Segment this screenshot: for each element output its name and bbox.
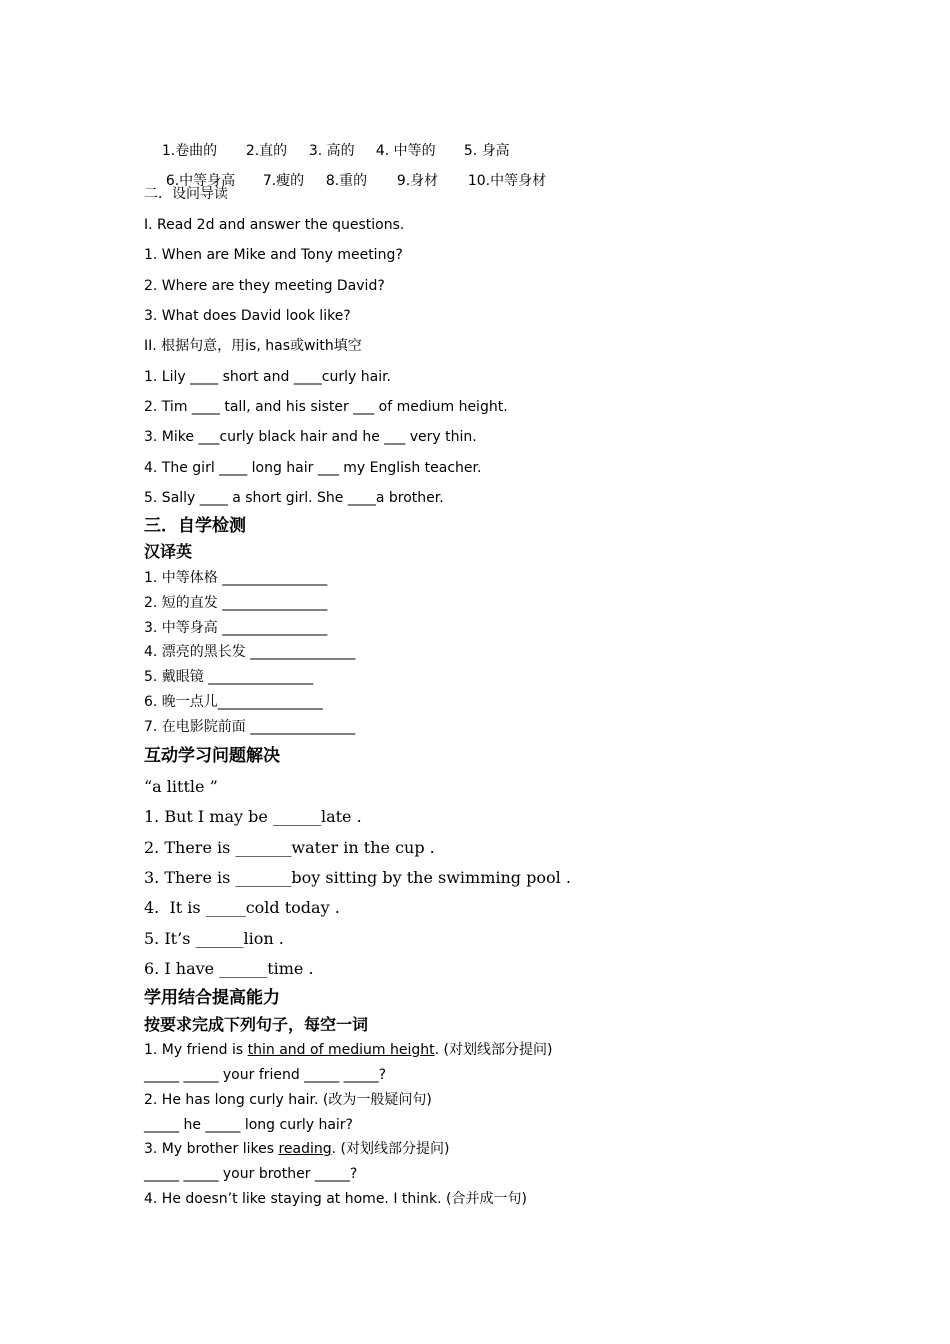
vocab-item: 7.瘦的 — [262, 173, 305, 189]
vocab-item: 10.中等身材 — [467, 173, 547, 189]
section-2-heading: 二．设问导读 — [144, 186, 228, 202]
rewrite-question: 4. He doesn’t like staying at home. I think. (合并成一句) — [144, 1191, 527, 1207]
question-text: 3. My brother likes — [144, 1141, 279, 1157]
question-text: 1. My friend is — [144, 1042, 248, 1058]
answer-blanks: _____ he _____ long curly hair? — [144, 1117, 353, 1133]
question: 2. Tim ____ tall, and his sister ___ of medium height. — [144, 399, 508, 415]
section-3-heading: 三．自学检测 — [144, 516, 246, 536]
underlined-phrase: reading — [278, 1141, 332, 1157]
vocab-item: 9.身材 — [396, 173, 439, 189]
part-1-title: I. Read 2d and answer the questions. — [144, 217, 405, 233]
fill-blank-item: 2. There is _______water in the cup . — [144, 838, 435, 857]
question: 4. The girl ____ long hair ___ my English teacher. — [144, 460, 482, 476]
translation-item: 6. 晚一点儿_______________ — [144, 694, 323, 710]
rewrite-question — [144, 1041, 552, 1059]
interactive-subtitle: “a little ” — [144, 777, 218, 796]
fill-blank-item: 4. It is _____cold today . — [144, 898, 340, 917]
translation-item: 4. 漂亮的黑长发 _______________ — [144, 644, 356, 660]
answer-blanks: _____ _____ your brother _____? — [144, 1166, 358, 1182]
question: 1. When are Mike and Tony meeting? — [144, 247, 403, 263]
rewrite-question — [144, 1140, 449, 1158]
vocab-item: 3. 高的 — [308, 143, 355, 159]
translation-item: 7. 在电影院前面 _______________ — [144, 719, 356, 735]
translation-item: 2. 短的直发 _______________ — [144, 595, 328, 611]
question: 3. Mike ___curly black hair and he ___ very thin. — [144, 429, 477, 445]
question: 3. What does David look like? — [144, 308, 351, 324]
vocab-item: 8.重的 — [325, 173, 368, 189]
interactive-heading: 互动学习问题解决 — [144, 746, 280, 766]
fill-blank-item: 6. I have ______time . — [144, 959, 314, 978]
vocab-item: 4. 中等的 — [375, 143, 436, 159]
vocab-item: 1.卷曲的 — [161, 143, 218, 159]
fill-blank-item: 1. But I may be ______late . — [144, 807, 362, 826]
question-instruction: . (对划线部分提问) — [434, 1042, 553, 1058]
question-instruction: . (对划线部分提问) — [331, 1141, 450, 1157]
vocab-item: 2.直的 — [245, 143, 288, 159]
fill-blank-item: 5. It’s ______lion . — [144, 929, 284, 948]
question: 2. Where are they meeting David? — [144, 278, 385, 294]
question: 1. Lily ____ short and ____curly hair. — [144, 369, 392, 385]
apply-heading: 学用结合提高能力 — [144, 988, 280, 1008]
c2e-heading: 汉译英 — [144, 542, 193, 561]
apply-subtitle: 按要求完成下列句子，每空一词 — [144, 1015, 369, 1034]
translation-item: 5. 戴眼镜 _______________ — [144, 669, 314, 685]
part-2-title: II. 根据句意，用is, has或with填空 — [144, 338, 362, 354]
translation-item: 3. 中等身高 _______________ — [144, 620, 328, 636]
underlined-phrase: thin and of medium height — [247, 1042, 435, 1058]
answer-blanks: _____ _____ your friend _____ _____? — [144, 1067, 387, 1083]
question: 5. Sally ____ a short girl. She ____a brother. — [144, 490, 444, 506]
vocab-item: 6.中等身高 — [165, 173, 236, 189]
vocab-item: 5. 身高 — [463, 143, 510, 159]
fill-blank-item: 3. There is _______boy sitting by the swimming pool . — [144, 868, 571, 887]
translation-item: 1. 中等体格 _______________ — [144, 570, 328, 586]
rewrite-question: 2. He has long curly hair. (改为一般疑问句) — [144, 1092, 432, 1108]
